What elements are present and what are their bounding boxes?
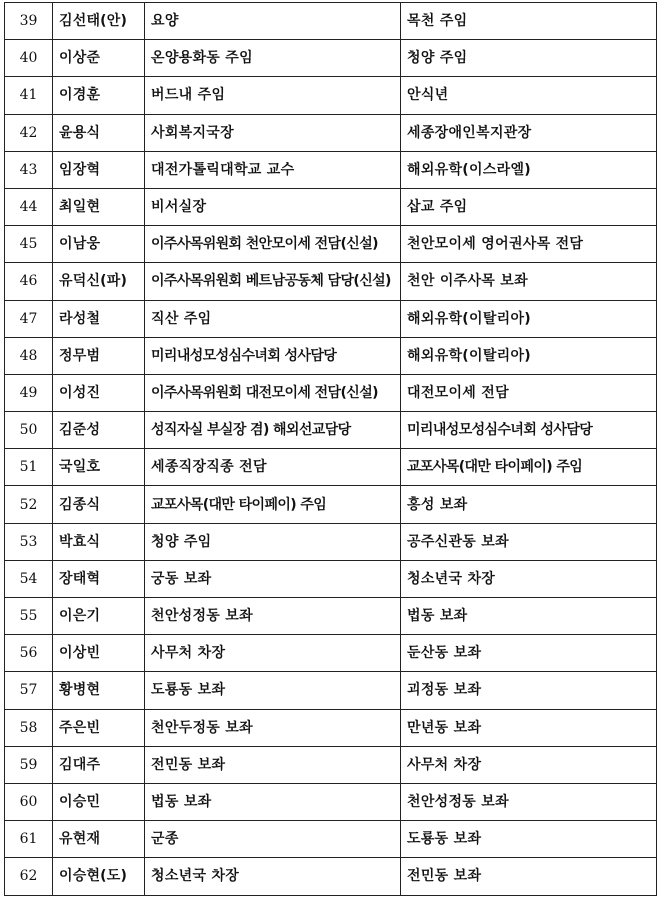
previous-assignment: 성직자실 부실장 겸) 해외선교담당 (145, 412, 401, 449)
row-number: 53 (5, 523, 53, 560)
priest-name: 정무범 (53, 337, 145, 374)
priest-name: 임장혁 (53, 151, 145, 188)
previous-assignment: 온양용화동 주임 (145, 40, 401, 77)
new-assignment: 목천 주임 (401, 3, 657, 40)
previous-assignment: 버드내 주임 (145, 77, 401, 114)
priest-name: 이상준 (53, 40, 145, 77)
priest-name: 이남웅 (53, 226, 145, 263)
priest-name: 김선태(안) (53, 3, 145, 40)
row-number: 59 (5, 746, 53, 783)
row-number: 62 (5, 858, 53, 895)
priest-name: 국일호 (53, 449, 145, 486)
previous-assignment: 교포사목(대만 타이페이) 주임 (145, 486, 401, 523)
table-row (5, 151, 657, 188)
row-number: 61 (5, 821, 53, 858)
table-row (5, 188, 657, 225)
new-assignment: 전민동 보좌 (401, 858, 657, 895)
previous-assignment: 이주사목위원회 베트남공동체 담당(신설) (145, 263, 401, 300)
row-number: 46 (5, 263, 53, 300)
new-assignment: 해외유학(이탈리아) (401, 337, 657, 374)
previous-assignment: 대전가톨릭대학교 교수 (145, 151, 401, 188)
table-row (5, 226, 657, 263)
table-row (5, 263, 657, 300)
priest-name: 주은빈 (53, 709, 145, 746)
row-number: 40 (5, 40, 53, 77)
row-number: 57 (5, 672, 53, 709)
new-assignment: 세종장애인복지관장 (401, 114, 657, 151)
priest-name: 이경훈 (53, 77, 145, 114)
row-number: 56 (5, 635, 53, 672)
row-number: 54 (5, 560, 53, 597)
new-assignment: 법동 보좌 (401, 598, 657, 635)
new-assignment: 도룡동 보좌 (401, 821, 657, 858)
previous-assignment: 직산 주임 (145, 300, 401, 337)
appointment-table (4, 2, 657, 896)
new-assignment: 대전모이세 전담 (401, 374, 657, 411)
new-assignment: 천안모이세 영어권사목 전담 (401, 226, 657, 263)
previous-assignment: 군종 (145, 821, 401, 858)
table-row (5, 672, 657, 709)
table-row (5, 523, 657, 560)
table-row (5, 3, 657, 40)
priest-name: 이성진 (53, 374, 145, 411)
priest-name: 이상빈 (53, 635, 145, 672)
priest-name: 김대주 (53, 746, 145, 783)
table-row (5, 114, 657, 151)
previous-assignment: 사회복지국장 (145, 114, 401, 151)
previous-assignment: 사무처 차장 (145, 635, 401, 672)
previous-assignment: 비서실장 (145, 188, 401, 225)
row-number: 50 (5, 412, 53, 449)
row-number: 47 (5, 300, 53, 337)
row-number: 39 (5, 3, 53, 40)
priest-name: 이은기 (53, 598, 145, 635)
table-row (5, 300, 657, 337)
table-row (5, 635, 657, 672)
priest-name: 최일현 (53, 188, 145, 225)
table-row (5, 783, 657, 820)
priest-name: 황병현 (53, 672, 145, 709)
previous-assignment: 청소년국 차장 (145, 858, 401, 895)
priest-name: 이승민 (53, 783, 145, 820)
row-number: 58 (5, 709, 53, 746)
row-number: 43 (5, 151, 53, 188)
new-assignment: 홍성 보좌 (401, 486, 657, 523)
row-number: 52 (5, 486, 53, 523)
priest-name: 이승현(도) (53, 858, 145, 895)
row-number: 44 (5, 188, 53, 225)
previous-assignment: 이주사목위원회 천안모이세 전담(신설) (145, 226, 401, 263)
priest-name: 유덕신(파) (53, 263, 145, 300)
table-row (5, 821, 657, 858)
new-assignment: 공주신관동 보좌 (401, 523, 657, 560)
previous-assignment: 세종직장직종 전담 (145, 449, 401, 486)
previous-assignment: 천안성정동 보좌 (145, 598, 401, 635)
table-row (5, 858, 657, 895)
previous-assignment: 궁동 보좌 (145, 560, 401, 597)
new-assignment: 삽교 주임 (401, 188, 657, 225)
table-row (5, 40, 657, 77)
table-row (5, 412, 657, 449)
row-number: 51 (5, 449, 53, 486)
priest-name: 박효식 (53, 523, 145, 560)
priest-name: 장태혁 (53, 560, 145, 597)
previous-assignment: 도룡동 보좌 (145, 672, 401, 709)
previous-assignment: 요양 (145, 3, 401, 40)
new-assignment: 사무처 차장 (401, 746, 657, 783)
new-assignment: 만년동 보좌 (401, 709, 657, 746)
table-row (5, 560, 657, 597)
row-number: 60 (5, 783, 53, 820)
table-row (5, 337, 657, 374)
new-assignment: 청소년국 차장 (401, 560, 657, 597)
table-row (5, 746, 657, 783)
new-assignment: 해외유학(이스라엘) (401, 151, 657, 188)
row-number: 42 (5, 114, 53, 151)
previous-assignment: 이주사목위원회 대전모이세 전담(신설) (145, 374, 401, 411)
previous-assignment: 전민동 보좌 (145, 746, 401, 783)
row-number: 45 (5, 226, 53, 263)
appointment-table-body (5, 3, 657, 896)
priest-name: 김준성 (53, 412, 145, 449)
new-assignment: 해외유학(이탈리아) (401, 300, 657, 337)
previous-assignment: 청양 주임 (145, 523, 401, 560)
new-assignment: 안식년 (401, 77, 657, 114)
row-number: 49 (5, 374, 53, 411)
table-row (5, 598, 657, 635)
new-assignment: 괴정동 보좌 (401, 672, 657, 709)
new-assignment: 청양 주임 (401, 40, 657, 77)
priest-name: 라성철 (53, 300, 145, 337)
previous-assignment: 법동 보좌 (145, 783, 401, 820)
table-row (5, 77, 657, 114)
table-row (5, 374, 657, 411)
previous-assignment: 천안두정동 보좌 (145, 709, 401, 746)
new-assignment: 교포사목(대만 타이페이) 주임 (401, 449, 657, 486)
priest-name: 윤용식 (53, 114, 145, 151)
priest-name: 유현재 (53, 821, 145, 858)
new-assignment: 둔산동 보좌 (401, 635, 657, 672)
new-assignment: 천안 이주사목 보좌 (401, 263, 657, 300)
row-number: 55 (5, 598, 53, 635)
row-number: 41 (5, 77, 53, 114)
priest-name: 김종식 (53, 486, 145, 523)
previous-assignment: 미리내성모성심수녀회 성사담당 (145, 337, 401, 374)
row-number: 48 (5, 337, 53, 374)
table-row (5, 709, 657, 746)
new-assignment: 천안성정동 보좌 (401, 783, 657, 820)
new-assignment: 미리내성모성심수녀회 성사담당 (401, 412, 657, 449)
table-row (5, 449, 657, 486)
table-row (5, 486, 657, 523)
